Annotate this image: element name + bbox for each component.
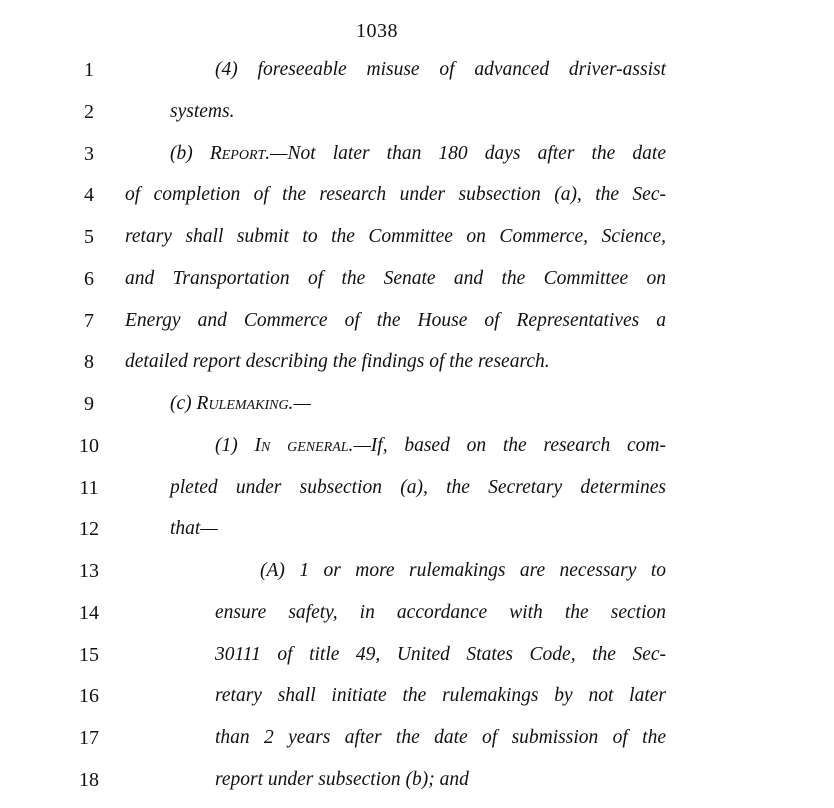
line-number: 15 [79,644,99,666]
line-text: (c) Rulemaking.— [170,393,311,414]
line-text: (A) 1 or more rulemakings are necessary to [260,560,666,581]
line-number: 10 [79,435,99,457]
line-number: 7 [84,310,94,332]
line-text: that— [170,518,218,539]
text-line [0,473,834,503]
text-line [0,681,834,711]
text-line [0,347,834,377]
line-text: retary shall submit to the Committee on Commerce, Science, [125,226,666,247]
text-line [0,97,834,127]
section-heading: Rulemaking. [196,393,294,414]
line-number: 2 [84,101,94,123]
text-line [0,306,834,336]
line-number: 13 [79,560,99,582]
text-line [0,222,834,252]
line-number: 17 [79,727,99,749]
text-line [0,723,834,753]
page-number: 1038 [356,20,398,42]
line-text: detailed report describing the findings of the research. [125,351,550,372]
text-line [0,55,834,85]
text-line [0,598,834,628]
line-text: retary shall initiate the rulemakings by not later [215,685,666,706]
line-number: 5 [84,226,94,248]
line-text: than 2 years after the date of submission of the [215,727,666,748]
line-text: (1) In general.—If, based on the research com- [215,435,666,456]
line-number: 3 [84,143,94,165]
line-number: 9 [84,393,94,415]
line-text: Energy and Commerce of the House of Representatives a [125,310,666,331]
line-text: pleted under subsection (a), the Secretary determines [170,477,666,498]
text-line [0,264,834,294]
line-text: ensure safety, in accordance with the section [215,602,666,623]
section-heading: Report. [209,143,271,164]
line-number: 6 [84,268,94,290]
line-number: 16 [79,685,99,707]
text-line [0,765,834,795]
line-number: 12 [79,518,99,540]
line-text: systems. [170,101,235,122]
line-text: report under subsection (b); and [215,769,469,790]
text-line [0,180,834,210]
line-text: of completion of the research under subsection (a), the Sec- [125,184,666,205]
line-text: and Transportation of the Senate and the Committee on [125,268,666,289]
text-line [0,431,834,461]
line-number: 14 [79,602,99,624]
line-number: 1 [84,59,94,81]
line-number: 18 [79,769,99,791]
line-text: (4) foreseeable misuse of advanced driver-assist [215,59,666,80]
text-line [0,514,834,544]
line-text: (b) Report.—Not later than 180 days after the date [170,143,666,164]
text-line [0,389,834,419]
line-number: 8 [84,351,94,373]
line-text: 30111 of title 49, United States Code, the Sec- [215,644,666,665]
text-line [0,640,834,670]
text-line [0,556,834,586]
line-number: 4 [84,184,94,206]
line-number: 11 [79,477,99,499]
section-heading: In general. [254,435,354,456]
text-line [0,139,834,169]
